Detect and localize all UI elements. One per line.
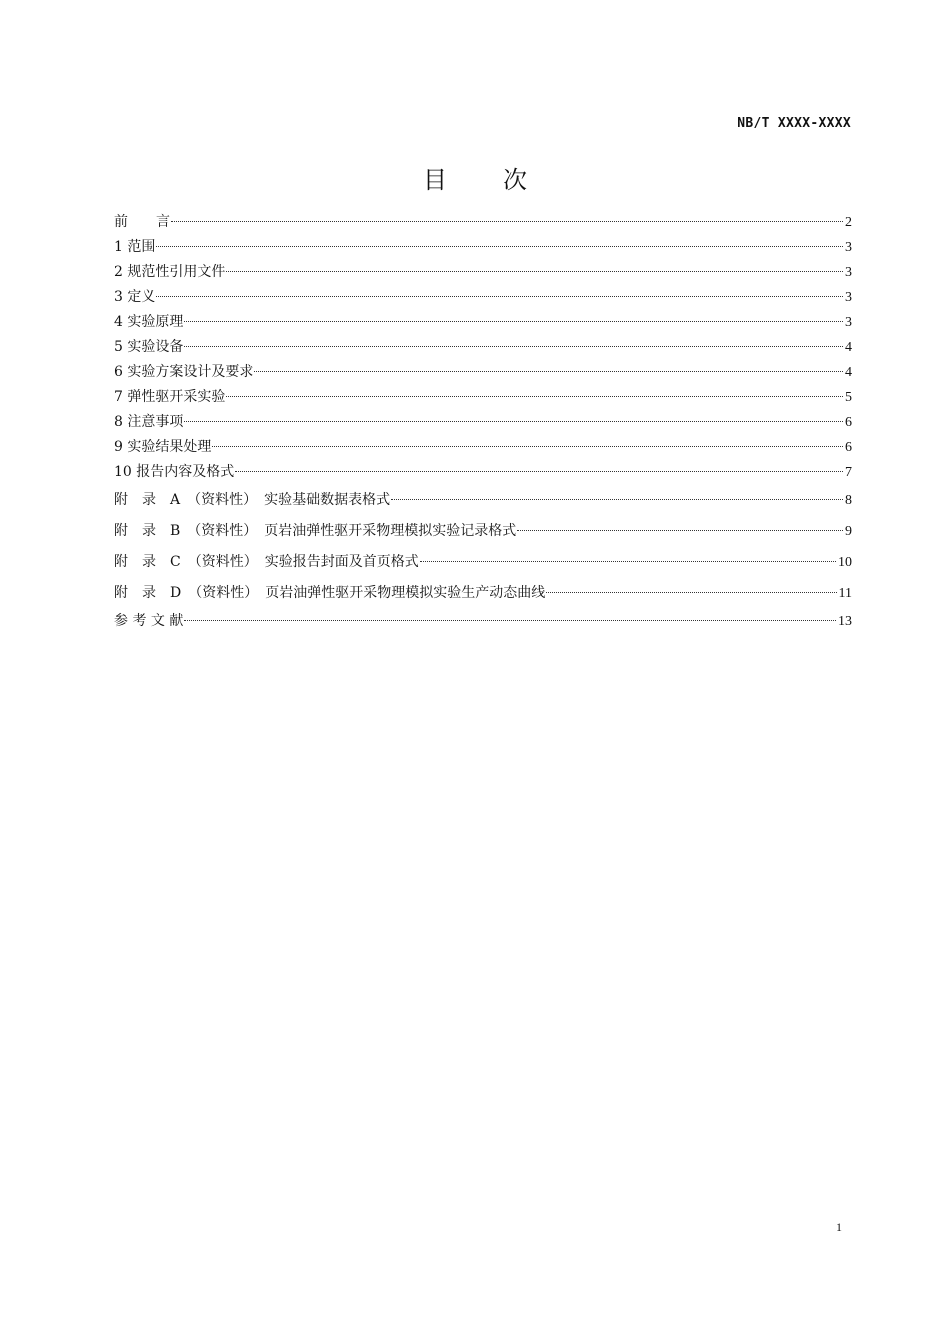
toc-entry-page: 3 [845, 240, 852, 255]
table-of-contents [114, 210, 852, 634]
toc-leader-dots [184, 421, 843, 422]
toc-leader-dots [391, 499, 843, 500]
toc-entry[interactable] [114, 547, 852, 578]
standard-code: NB/T XXXX-XXXX [737, 116, 851, 131]
page-title [0, 160, 950, 195]
toc-entry-page: 8 [845, 493, 852, 508]
toc-entry-label: 附 录 C （资料性） 实验报告封面及首页格式 [114, 554, 419, 570]
toc-entry[interactable] [114, 235, 852, 260]
toc-entry-label: 前 言 [114, 214, 170, 230]
toc-leader-dots [546, 592, 836, 593]
toc-entry-label: 附 录 D （资料性） 页岩油弹性驱开采物理模拟实验生产动态曲线 [114, 585, 546, 601]
toc-entry[interactable] [114, 435, 852, 460]
toc-leader-dots [226, 271, 843, 272]
toc-leader-dots [184, 346, 843, 347]
toc-leader-dots [254, 371, 843, 372]
toc-entry[interactable] [114, 210, 852, 235]
title-part-2: 次 [503, 166, 527, 194]
toc-entry-page: 4 [845, 365, 852, 380]
toc-leader-dots [171, 221, 843, 222]
toc-entry-page: 11 [838, 586, 852, 601]
toc-entry-label: 5 实验设备 [114, 339, 184, 355]
toc-entry[interactable] [114, 260, 852, 285]
title-part-1: 目 [423, 166, 447, 194]
toc-entry-page: 5 [845, 390, 852, 405]
toc-entry-label: 附 录 A （资料性） 实验基础数据表格式 [114, 492, 391, 508]
toc-entry-page: 7 [845, 465, 852, 480]
toc-entry-page: 3 [845, 265, 852, 280]
toc-leader-dots [184, 321, 843, 322]
toc-entry-page: 10 [838, 555, 852, 570]
toc-entry-page: 9 [845, 524, 852, 539]
toc-leader-dots [420, 561, 836, 562]
toc-entry[interactable] [114, 609, 852, 634]
toc-leader-dots [212, 446, 843, 447]
toc-leader-dots [184, 620, 836, 621]
toc-entry-page: 6 [845, 415, 852, 430]
toc-entry[interactable] [114, 516, 852, 547]
toc-entry[interactable] [114, 310, 852, 335]
page-number: 1 [836, 1220, 842, 1234]
toc-entry[interactable] [114, 578, 852, 609]
toc-entry-label: 参 考 文 献 [114, 613, 184, 629]
toc-entry-label: 9 实验结果处理 [114, 439, 212, 455]
toc-entry-label: 2 规范性引用文件 [114, 264, 226, 280]
toc-entry[interactable] [114, 285, 852, 310]
toc-entry-label: 附 录 B （资料性） 页岩油弹性驱开采物理模拟实验记录格式 [114, 523, 517, 539]
toc-leader-dots [517, 530, 843, 531]
toc-entry-label: 7 弹性驱开采实验 [114, 389, 226, 405]
toc-leader-dots [156, 296, 843, 297]
toc-entry[interactable] [114, 385, 852, 410]
toc-entry-page: 6 [845, 440, 852, 455]
toc-entry-label: 6 实验方案设计及要求 [114, 364, 254, 380]
toc-leader-dots [226, 396, 843, 397]
toc-entry[interactable] [114, 335, 852, 360]
toc-leader-dots [235, 471, 843, 472]
toc-entry-label: 3 定义 [114, 289, 156, 305]
toc-entry-page: 13 [838, 614, 852, 629]
toc-entry-page: 3 [845, 290, 852, 305]
toc-entry[interactable] [114, 485, 852, 516]
toc-entry-page: 4 [845, 340, 852, 355]
toc-entry-label: 8 注意事项 [114, 414, 184, 430]
toc-entry[interactable] [114, 460, 852, 485]
toc-entry[interactable] [114, 360, 852, 385]
toc-entry-page: 2 [845, 215, 852, 230]
toc-entry-label: 1 范围 [114, 239, 156, 255]
toc-entry-label: 4 实验原理 [114, 314, 184, 330]
toc-entry-label: 10 报告内容及格式 [114, 464, 235, 480]
toc-leader-dots [156, 246, 843, 247]
toc-entry-page: 3 [845, 315, 852, 330]
toc-entry[interactable] [114, 410, 852, 435]
